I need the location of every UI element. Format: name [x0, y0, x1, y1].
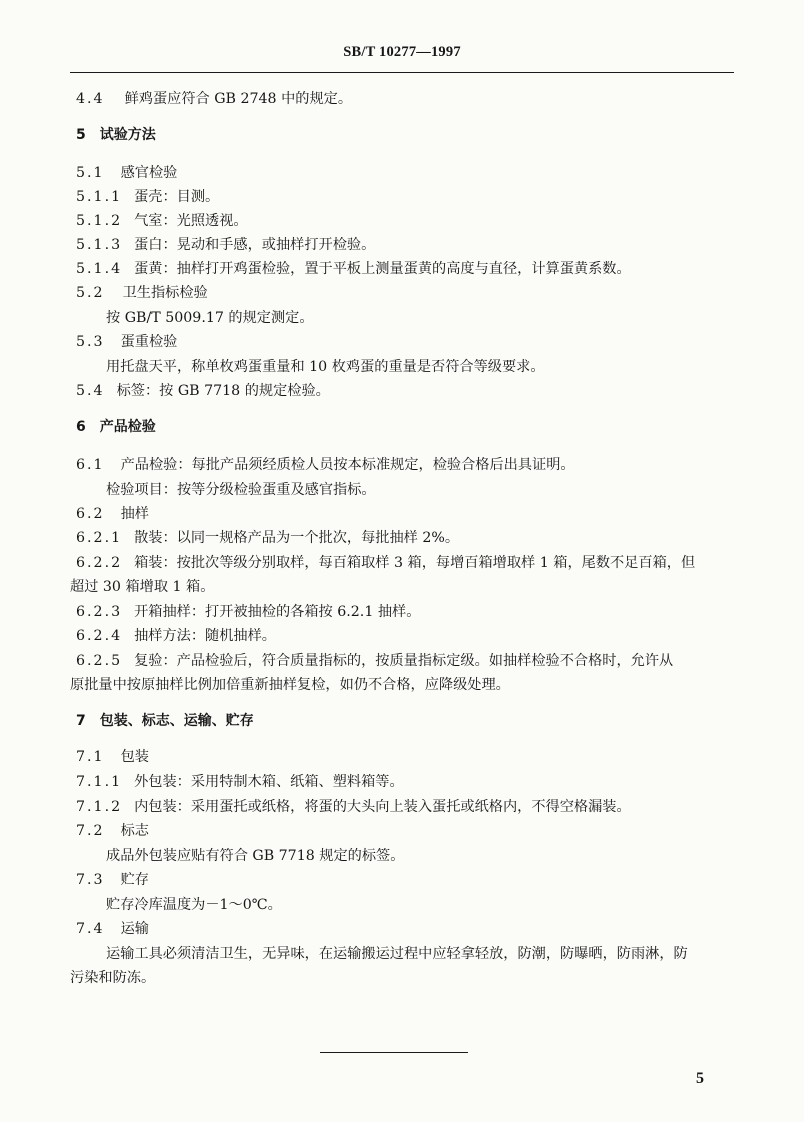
- clause-text: 按 GB/T 5009.17 的规定测定。: [106, 310, 314, 326]
- clause-text: 运输工具必须清洁卫生，无异味，在运输搬运过程中应轻拿轻放，防潮，防曝晒，防雨淋，防: [106, 946, 688, 962]
- clause-number: 7.3: [76, 872, 105, 888]
- clause-number: 5.1.2: [76, 213, 123, 229]
- clause-text: 污染和防冻。: [70, 970, 156, 986]
- clause-body-7-3: [106, 896, 282, 914]
- clause-text: 散装：以同一规格产品为一个批次，每批抽样 2%。: [134, 530, 460, 546]
- clause-text: 检验项目：按等分级检验蛋重及感官指标。: [106, 482, 376, 498]
- clause-text: 箱装：按批次等级分别取样，每百箱取样 3 箱，每增百箱增取样 1 箱，尾数不足百箱，但: [134, 555, 696, 571]
- clause-text: 贮存: [120, 872, 149, 888]
- clause-5-3: [76, 333, 177, 351]
- clause-5-1: [76, 164, 177, 182]
- clause-number: 6.2.5: [76, 653, 123, 669]
- section-title: 试验方法: [99, 127, 156, 143]
- clause-6-2-1: [76, 529, 459, 547]
- clause-6-2-2: [76, 554, 695, 572]
- clause-number: 5.1.1: [76, 189, 123, 205]
- clause-text: 蛋重检验: [120, 334, 178, 350]
- section-heading-5: [76, 126, 156, 144]
- clause-5-4: [76, 382, 330, 400]
- clause-number: 5.1.3: [76, 237, 123, 253]
- clause-text: 气室：光照透视。: [134, 213, 248, 229]
- section-number: 7: [76, 713, 86, 729]
- clause-number: 5.1: [76, 165, 105, 181]
- clause-number: 6.2.3: [76, 604, 123, 620]
- clause-number: 7.1: [76, 749, 105, 765]
- clause-text: 复验：产品检验后，符合质量指标的，按质量指标定级。如抽样检验不合格时，允许从: [134, 653, 674, 669]
- section-heading-7: [76, 712, 254, 730]
- header-rule: [70, 72, 734, 73]
- clause-body-7-2: [106, 847, 404, 865]
- clause-text: 感官检验: [120, 165, 178, 181]
- clause-text: 运输: [120, 921, 149, 937]
- clause-number: 4.4: [76, 91, 105, 107]
- clause-body-7-4: [106, 945, 688, 963]
- clause-6-2: [76, 505, 149, 523]
- clause-number: 7.4: [76, 921, 105, 937]
- clause-body-5-2: [106, 309, 314, 327]
- clause-number: 5.2: [76, 285, 105, 301]
- clause-text: 用托盘天平，称单枚鸡蛋重量和 10 枚鸡蛋的重量是否符合等级要求。: [106, 359, 545, 375]
- clause-7-1-1: [76, 773, 404, 791]
- section-number: 5: [76, 127, 86, 143]
- clause-continuation-7-4: [70, 969, 155, 987]
- clause-text: 超过 30 箱增取 1 箱。: [70, 579, 215, 595]
- clause-text: 内包装：采用蛋托或纸格，将蛋的大头向上装入蛋托或纸格内，不得空格漏装。: [134, 799, 631, 815]
- page-header: SB/T 10277—1997: [343, 44, 461, 60]
- clause-continuation-6-2-5: [70, 676, 510, 694]
- clause-text: 贮存冷库温度为－1～0℃。: [106, 897, 282, 913]
- clause-number: 6.2.2: [76, 555, 123, 571]
- clause-5-1-4: [76, 260, 631, 278]
- clause-number: 5.3: [76, 334, 105, 350]
- section-title: 包装、标志、运输、贮存: [99, 713, 254, 729]
- clause-6-1: [76, 456, 575, 474]
- clause-number: 6.1: [76, 457, 105, 473]
- clause-7-4: [76, 920, 149, 938]
- clause-text: 蛋白：晃动和手感，或抽样打开检验。: [134, 237, 376, 253]
- clause-text: 成品外包装应贴有符合 GB 7718 规定的标签。: [106, 848, 405, 864]
- clause-text: 外包装：采用特制木箱、纸箱、塑料箱等。: [134, 774, 404, 790]
- clause-number: 5.4: [76, 383, 105, 399]
- clause-7-3: [76, 871, 149, 889]
- clause-7-2: [76, 822, 149, 840]
- clause-text: 蛋黄：抽样打开鸡蛋检验，置于平板上测量蛋黄的高度与直径，计算蛋黄系数。: [134, 261, 631, 277]
- clause-6-2-3: [76, 603, 420, 621]
- clause-text: 标志: [120, 823, 149, 839]
- clause-7-1: [76, 748, 149, 766]
- clause-6-2-4: [76, 627, 276, 645]
- clause-text: 标签：按 GB 7718 的规定检验。: [116, 383, 330, 399]
- clause-number: 6.2: [76, 506, 105, 522]
- clause-number: 7.1.2: [76, 799, 123, 815]
- clause-number: 5.1.4: [76, 261, 123, 277]
- section-number: 6: [76, 419, 86, 435]
- clause-6-2-5: [76, 652, 673, 670]
- clause-7-1-2: [76, 798, 631, 816]
- clause-text: 开箱抽样：打开被抽检的各箱按 6.2.1 抽样。: [134, 604, 421, 620]
- section-heading-6: [76, 418, 156, 436]
- clause-number: 6.2.4: [76, 628, 123, 644]
- clause-text: 原批量中按原抽样比例加倍重新抽样复检，如仍不合格，应降级处理。: [70, 677, 510, 693]
- clause-number: 7.1.1: [76, 774, 123, 790]
- clause-5-1-1: [76, 188, 219, 206]
- clause-number: 6.2.1: [76, 530, 123, 546]
- page-number: 5: [696, 1070, 704, 1087]
- clause-number: 7.2: [76, 823, 105, 839]
- clause-body-5-3: [106, 358, 545, 376]
- clause-4-4: [76, 90, 352, 108]
- clause-5-1-3: [76, 236, 375, 254]
- clause-body-6-1: [106, 481, 376, 499]
- clause-text: 产品检验：每批产品须经质检人员按本标准规定，检验合格后出具证明。: [120, 457, 575, 473]
- end-rule: [320, 1052, 468, 1053]
- section-title: 产品检验: [99, 419, 156, 435]
- clause-text: 包装: [120, 749, 149, 765]
- clause-5-1-2: [76, 212, 248, 230]
- clause-text: 鲜鸡蛋应符合 GB 2748 中的规定。: [124, 91, 353, 107]
- clause-text: 抽样方法：随机抽样。: [134, 628, 276, 644]
- clause-5-2: [76, 284, 208, 302]
- clause-text: 卫生指标检验: [122, 285, 208, 301]
- clause-text: 抽样: [120, 506, 149, 522]
- clause-continuation-6-2-2: [70, 578, 214, 596]
- clause-text: 蛋壳：目测。: [134, 189, 220, 205]
